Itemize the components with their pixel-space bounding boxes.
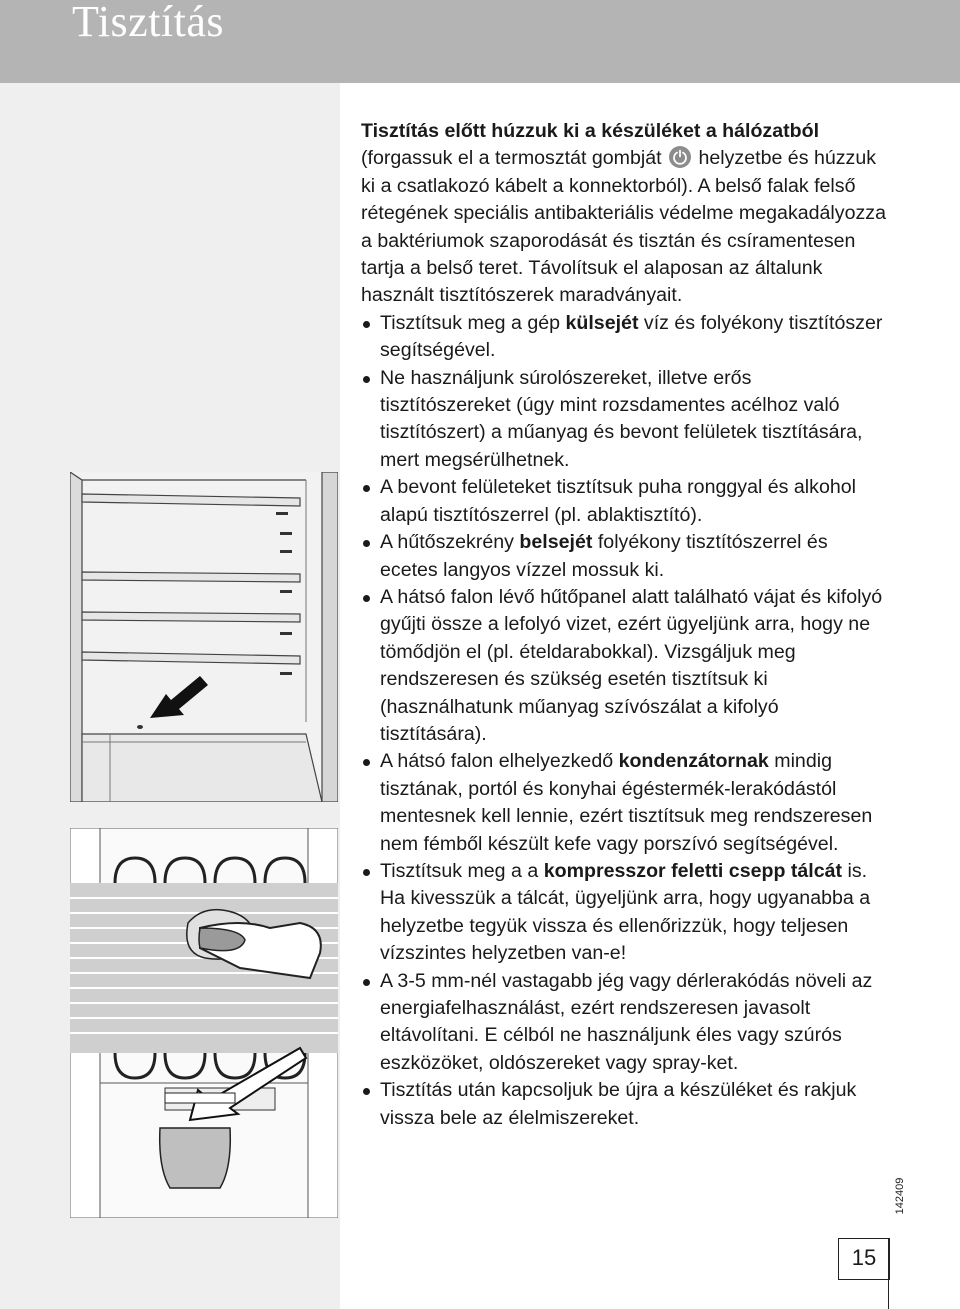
list-item: A hűtőszekrény belsejét folyékony tisztítószerrel és ecetes langyos vízzel mossuk ki. — [361, 529, 886, 584]
bullet-dot-icon — [363, 321, 370, 328]
list-item: A hátsó falon lévő hűtőpanel alatt található vájat és kifolyó gyűjti össze a lefolyó vizet, ezért ügyeljünk arra, hogy ne tömődjön el (pl. ételdarabokkal). Vizsgáljuk meg rendszeresen és szükség esetén tisztítsuk ki (használhatunk műanyag szívószálat a kifolyó tisztítására). — [361, 584, 886, 748]
fridge-interior-illustration — [70, 472, 338, 802]
list-item: Ne használjunk súrolószereket, illetve erős tisztítószereket (úgy mint rozsdamentes acélhoz való tisztítószert) a műanyag és bevont felületek tisztítására, mert megsérülhetnek. — [361, 365, 886, 475]
bullet-dot-icon — [363, 759, 370, 766]
list-item: A hátsó falon elhelyezkedő kondenzátornak mindig tisztának, portól és konyhai égéstermék-lerakódástól mentesnek kell lennie, ezért tisztítsuk meg rendszeresen nem fémből készült kefe vagy porszívó segítségével. — [361, 748, 886, 858]
cleaning-instructions — [361, 118, 886, 1132]
intro-bold-lead: Tisztítás előtt húzzuk ki a készüléket a hálózatból — [361, 120, 820, 142]
intro-paragraph — [361, 118, 886, 310]
list-item: A 3-5 mm-nél vastagabb jég vagy dérlerakódás növeli az energiafelhasználást, ezért rendszeresen javasolt eltávolítani. E célból ne használjunk éles vagy szúrós eszközöket, oldószereket vagy spray-ket. — [361, 968, 886, 1078]
intro-paren-rest: helyzetbe és húzzuk ki a csatlakozó kábelt a konnektorból). A belső falak felső rétegének speciális antibakteriális védelme megakadályozza a baktériumok szaporodását és tisztán és csíramentesen tartja a belső teret. Távolítsuk el alaposan az általunk használt tisztítószerek maradványait. — [361, 147, 886, 307]
bullet-dot-icon — [363, 376, 370, 383]
power-icon — [669, 146, 691, 168]
list-item: Tisztítsuk meg a gép külsejét víz és folyékony tisztítószer segítségével. — [361, 310, 886, 365]
document-code — [880, 1176, 920, 1216]
page-number: 15 — [838, 1238, 890, 1280]
bullet-dot-icon — [363, 1088, 370, 1095]
intro-paren-start: (forgassuk el a termosztát gombját — [361, 147, 662, 170]
condenser-cleaning-illustration — [70, 828, 338, 1218]
bullet-dot-icon — [363, 485, 370, 492]
page-header — [0, 0, 960, 83]
bullet-dot-icon — [363, 869, 370, 876]
bullet-dot-icon — [363, 595, 370, 602]
document-code-text: 142409 — [893, 1177, 906, 1215]
list-item: Tisztítás után kapcsoljuk be újra a készüléket és rakjuk vissza bele az élelmiszereket. — [361, 1077, 886, 1132]
bullet-dot-icon — [363, 979, 370, 986]
page-rule — [888, 1238, 889, 1309]
page-title: Tisztítás — [72, 0, 225, 46]
instruction-list — [361, 310, 886, 1132]
bullet-dot-icon — [363, 540, 370, 547]
list-item: Tisztítsuk meg a a kompresszor feletti csepp tálcát is. Ha kivesszük a tálcát, ügyeljünk arra, hogy ugyanabba a helyzetbe tegyük vissza és ellenőrizzük, hogy teljesen vízszintes helyzetben van-e! — [361, 858, 886, 968]
list-item: A bevont felületeket tisztítsuk puha ronggyal és alkohol alapú tisztítószerrel (pl. ablaktisztító). — [361, 474, 886, 529]
